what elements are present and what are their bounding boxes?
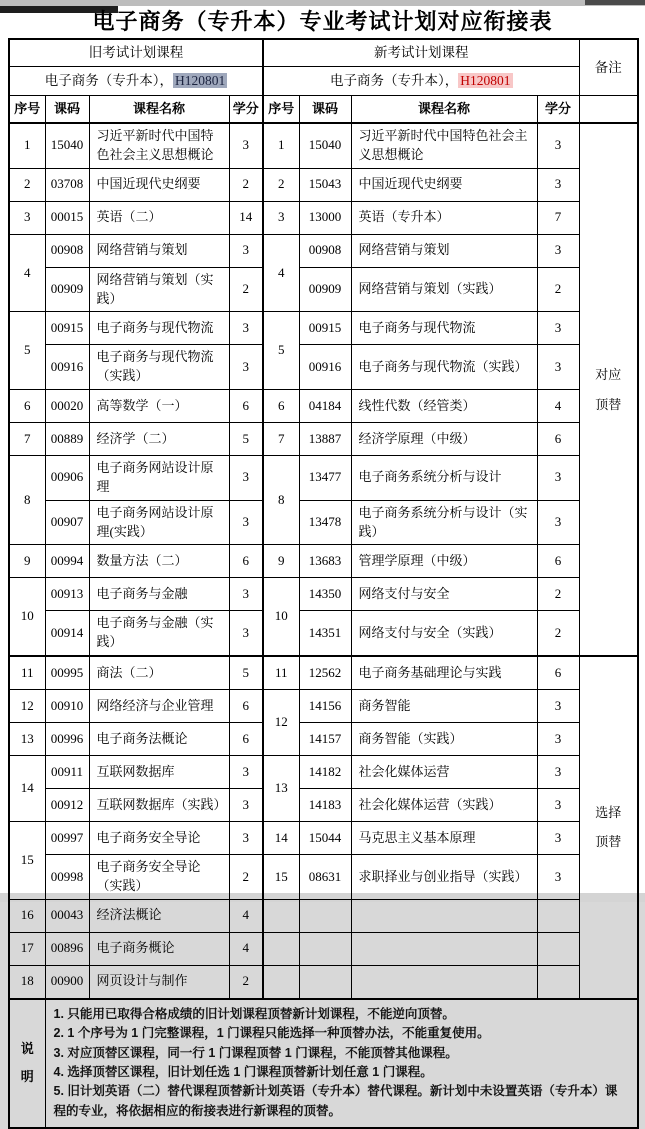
old-code: 03708 <box>45 168 89 201</box>
old-serial: 1 <box>9 123 45 168</box>
table-row <box>9 656 638 690</box>
old-code: 00915 <box>45 312 89 345</box>
old-code: 00020 <box>45 390 89 423</box>
new-serial: 6 <box>263 390 299 423</box>
old-credit: 3 <box>229 123 263 168</box>
old-serial: 9 <box>9 545 45 578</box>
new-serial: 2 <box>263 168 299 201</box>
col-header-old-credit: 学分 <box>229 96 263 124</box>
note-line: 5. 旧计划英语（二）替代课程顶替新计划英语（专升本）替代课程。新计划中未设置英语（专升本）课程的专业，将依据相应的衔接表进行新课程的顶替。 <box>53 1084 618 1118</box>
new-credit: 2 <box>537 578 579 611</box>
old-course-name: 电子商务安全导论（实践） <box>89 855 229 900</box>
new-code <box>299 965 351 999</box>
new-code: 15044 <box>299 822 351 855</box>
new-credit: 3 <box>537 789 579 822</box>
old-serial: 12 <box>9 690 45 723</box>
new-code <box>299 899 351 932</box>
new-serial: 3 <box>263 201 299 234</box>
new-course-name: 马克思主义基本原理 <box>351 822 537 855</box>
new-course-name: 网络支付与安全 <box>351 578 537 611</box>
old-credit: 3 <box>229 500 263 545</box>
table-row <box>9 723 638 756</box>
old-credit: 3 <box>229 822 263 855</box>
new-course-name: 习近平新时代中国特色社会主义思想概论 <box>351 123 537 168</box>
old-serial: 13 <box>9 723 45 756</box>
new-course-name: 电子商务基础理论与实践 <box>351 656 537 690</box>
page-title: 电子商务（专升本）专业考试计划对应衔接表 <box>92 9 553 34</box>
old-course-name: 电子商务概论 <box>89 932 229 965</box>
new-course-name: 电子商务与现代物流 <box>351 312 537 345</box>
new-serial: 4 <box>263 234 299 312</box>
new-code: 14156 <box>299 690 351 723</box>
new-code: 04184 <box>299 390 351 423</box>
old-code: 00994 <box>45 545 89 578</box>
col-header-new-name: 课程名称 <box>351 96 537 124</box>
old-course-name: 电子商务网站设计原理(实践） <box>89 500 229 545</box>
col-header-new-code: 课码 <box>299 96 351 124</box>
old-credit: 2 <box>229 168 263 201</box>
old-code: 00015 <box>45 201 89 234</box>
table-row <box>9 500 638 545</box>
remark-header: 备注 <box>579 39 638 96</box>
new-code: 00915 <box>299 312 351 345</box>
new-code: 14183 <box>299 789 351 822</box>
new-credit: 2 <box>537 267 579 312</box>
old-credit: 3 <box>229 611 263 656</box>
old-course-name: 英语（二） <box>89 201 229 234</box>
old-code: 00909 <box>45 267 89 312</box>
table-row <box>9 312 638 345</box>
old-major-cell <box>9 67 263 96</box>
old-course-name: 网络营销与策划（实践） <box>89 267 229 312</box>
col-header-new-serial: 序号 <box>263 96 299 124</box>
old-code: 00906 <box>45 456 89 501</box>
old-serial: 6 <box>9 390 45 423</box>
new-code: 13887 <box>299 423 351 456</box>
new-code <box>299 932 351 965</box>
old-course-name: 网络经济与企业管理 <box>89 690 229 723</box>
new-major-name: 电子商务（专升本）， <box>330 73 459 89</box>
old-code: 00914 <box>45 611 89 656</box>
new-credit: 6 <box>537 545 579 578</box>
new-serial: 15 <box>263 855 299 900</box>
note-line: 3. 对应顶替区课程，同一行 1 门课程顶替 1 门课程，不能顶替其他课程。 <box>53 1045 458 1060</box>
new-serial <box>263 899 299 932</box>
note-line: 2. 1 个序号为 1 门完整课程，1 门课程只能选择一种顶替办法，不能重复使用。 <box>53 1026 490 1041</box>
old-course-name: 互联网数据库（实践） <box>89 789 229 822</box>
new-course-name: 电子商务与现代物流（实践） <box>351 345 537 390</box>
new-course-name: 网络营销与策划 <box>351 234 537 267</box>
old-course-name: 中国近现代史纲要 <box>89 168 229 201</box>
old-code: 15040 <box>45 123 89 168</box>
table-row <box>9 965 638 999</box>
old-course-name: 电子商务与现代物流（实践） <box>89 345 229 390</box>
old-credit: 3 <box>229 756 263 789</box>
old-course-name: 电子商务安全导论 <box>89 822 229 855</box>
old-code: 00900 <box>45 965 89 999</box>
note-line: 4. 选择顶替区课程，旧计划任选 1 门课程顶替新计划任意 1 门课程。 <box>53 1064 433 1079</box>
new-course-name <box>351 932 537 965</box>
old-credit: 3 <box>229 578 263 611</box>
new-course-name: 英语（专升本） <box>351 201 537 234</box>
new-serial: 5 <box>263 312 299 390</box>
old-code: 00908 <box>45 234 89 267</box>
old-code: 00912 <box>45 789 89 822</box>
notes-row <box>9 999 638 1128</box>
old-course-name: 高等数学（一） <box>89 390 229 423</box>
new-credit: 6 <box>537 656 579 690</box>
old-major-code-highlight: H120801 <box>175 73 226 89</box>
table-row <box>9 234 638 267</box>
old-serial: 4 <box>9 234 45 312</box>
col-header-old-code: 课码 <box>45 96 89 124</box>
new-code: 13000 <box>299 201 351 234</box>
table-row <box>9 390 638 423</box>
new-credit: 3 <box>537 456 579 501</box>
old-course-name: 电子商务与金融（实践） <box>89 611 229 656</box>
old-course-name: 电子商务与现代物流 <box>89 312 229 345</box>
old-serial: 10 <box>9 578 45 656</box>
old-serial: 5 <box>9 312 45 390</box>
new-serial <box>263 932 299 965</box>
old-code: 00907 <box>45 500 89 545</box>
col-header-new-credit: 学分 <box>537 96 579 124</box>
notes-label-cell <box>9 999 45 1128</box>
new-credit <box>537 965 579 999</box>
notes-body <box>45 999 638 1128</box>
table-row <box>9 756 638 789</box>
old-credit: 2 <box>229 965 263 999</box>
col-header-old-name: 课程名称 <box>89 96 229 124</box>
table-row <box>9 611 638 656</box>
table-row <box>9 855 638 900</box>
old-course-name: 经济法概论 <box>89 899 229 932</box>
new-course-name <box>351 899 537 932</box>
new-serial <box>263 965 299 999</box>
new-credit: 3 <box>537 345 579 390</box>
table-row <box>9 201 638 234</box>
table-row <box>9 345 638 390</box>
old-course-name: 互联网数据库 <box>89 756 229 789</box>
new-course-name: 社会化媒体运营 <box>351 756 537 789</box>
old-course-name: 电子商务法概论 <box>89 723 229 756</box>
header-major-row <box>9 67 638 96</box>
new-credit: 3 <box>537 855 579 900</box>
old-code: 00995 <box>45 656 89 690</box>
old-course-name: 网络营销与策划 <box>89 234 229 267</box>
old-serial: 2 <box>9 168 45 201</box>
new-course-name: 管理学原理（中级） <box>351 545 537 578</box>
new-code: 00908 <box>299 234 351 267</box>
old-code: 00998 <box>45 855 89 900</box>
old-serial: 14 <box>9 756 45 822</box>
table-row <box>9 789 638 822</box>
remark-selective: 选择顶替 <box>579 656 638 999</box>
new-course-name: 社会化媒体运营（实践） <box>351 789 537 822</box>
old-code: 00997 <box>45 822 89 855</box>
new-credit <box>537 932 579 965</box>
table-row <box>9 168 638 201</box>
correspondence-table <box>8 38 639 1129</box>
new-credit: 3 <box>537 723 579 756</box>
old-course-name: 电子商务与金融 <box>89 578 229 611</box>
old-serial: 17 <box>9 932 45 965</box>
old-serial: 3 <box>9 201 45 234</box>
new-serial: 9 <box>263 545 299 578</box>
old-course-name: 网页设计与制作 <box>89 965 229 999</box>
old-credit: 2 <box>229 267 263 312</box>
old-code: 00043 <box>45 899 89 932</box>
old-credit: 4 <box>229 932 263 965</box>
new-course-name: 网络支付与安全（实践） <box>351 611 537 656</box>
col-header-old-serial: 序号 <box>9 96 45 124</box>
new-credit: 7 <box>537 201 579 234</box>
new-course-name: 经济学原理（中级） <box>351 423 537 456</box>
old-code: 00896 <box>45 932 89 965</box>
new-course-name: 电子商务系统分析与设计（实践） <box>351 500 537 545</box>
old-code: 00889 <box>45 423 89 456</box>
old-credit: 6 <box>229 545 263 578</box>
new-code: 00916 <box>299 345 351 390</box>
old-serial: 11 <box>9 656 45 690</box>
new-serial: 8 <box>263 456 299 545</box>
new-credit: 3 <box>537 756 579 789</box>
new-code: 13477 <box>299 456 351 501</box>
old-code: 00916 <box>45 345 89 390</box>
old-course-name: 商法（二） <box>89 656 229 690</box>
old-course-name: 电子商务网站设计原理 <box>89 456 229 501</box>
old-credit: 6 <box>229 690 263 723</box>
table-row <box>9 822 638 855</box>
new-major-cell <box>263 67 579 96</box>
new-course-name <box>351 965 537 999</box>
old-credit: 2 <box>229 855 263 900</box>
new-course-name: 商务智能（实践） <box>351 723 537 756</box>
new-code: 14157 <box>299 723 351 756</box>
new-credit: 4 <box>537 390 579 423</box>
old-course-name: 数量方法（二） <box>89 545 229 578</box>
header-columns-row <box>9 96 638 124</box>
new-code: 00909 <box>299 267 351 312</box>
new-course-name: 求职择业与创业指导（实践） <box>351 855 537 900</box>
table-row <box>9 423 638 456</box>
new-code: 14350 <box>299 578 351 611</box>
new-plan-header: 新考试计划课程 <box>263 39 579 67</box>
new-credit: 6 <box>537 423 579 456</box>
new-code: 15043 <box>299 168 351 201</box>
new-course-name: 线性代数（经管类） <box>351 390 537 423</box>
new-credit: 3 <box>537 234 579 267</box>
table-row <box>9 456 638 501</box>
new-major-code-highlight: H120801 <box>460 73 511 89</box>
new-code: 13478 <box>299 500 351 545</box>
new-serial: 13 <box>263 756 299 822</box>
table-row <box>9 545 638 578</box>
old-serial: 18 <box>9 965 45 999</box>
old-credit: 3 <box>229 234 263 267</box>
new-credit: 3 <box>537 168 579 201</box>
new-code: 14351 <box>299 611 351 656</box>
new-serial: 7 <box>263 423 299 456</box>
remark-corresponding: 对应顶替 <box>579 123 638 656</box>
table-row <box>9 267 638 312</box>
new-credit <box>537 899 579 932</box>
table-row <box>9 578 638 611</box>
table-row <box>9 932 638 965</box>
old-credit: 3 <box>229 456 263 501</box>
old-code: 00996 <box>45 723 89 756</box>
new-code: 13683 <box>299 545 351 578</box>
new-code: 15040 <box>299 123 351 168</box>
old-course-name: 经济学（二） <box>89 423 229 456</box>
old-code: 00913 <box>45 578 89 611</box>
new-course-name: 电子商务系统分析与设计 <box>351 456 537 501</box>
old-credit: 5 <box>229 423 263 456</box>
remark-header-empty <box>579 96 638 124</box>
old-credit: 6 <box>229 390 263 423</box>
old-credit: 14 <box>229 201 263 234</box>
new-credit: 3 <box>537 690 579 723</box>
old-plan-header: 旧考试计划课程 <box>9 39 263 67</box>
old-credit: 3 <box>229 312 263 345</box>
old-serial: 15 <box>9 822 45 900</box>
note-line: 1. 只能用已取得合格成绩的旧计划课程顶替新计划课程，不能逆向顶替。 <box>53 1006 455 1021</box>
new-credit: 2 <box>537 611 579 656</box>
old-code: 00911 <box>45 756 89 789</box>
new-course-name: 网络营销与策划（实践） <box>351 267 537 312</box>
old-credit: 6 <box>229 723 263 756</box>
old-course-name: 习近平新时代中国特色社会主义思想概论 <box>89 123 229 168</box>
table-row <box>9 123 638 168</box>
new-serial: 1 <box>263 123 299 168</box>
notes-label: 说明 <box>20 1040 34 1085</box>
table-row <box>9 690 638 723</box>
new-code: 08631 <box>299 855 351 900</box>
new-credit: 3 <box>537 822 579 855</box>
old-credit: 5 <box>229 656 263 690</box>
header-section-row <box>9 39 638 67</box>
new-credit: 3 <box>537 312 579 345</box>
table-row <box>9 899 638 932</box>
old-credit: 3 <box>229 789 263 822</box>
old-serial: 16 <box>9 899 45 932</box>
old-serial: 7 <box>9 423 45 456</box>
new-course-name: 中国近现代史纲要 <box>351 168 537 201</box>
new-serial: 11 <box>263 656 299 690</box>
new-serial: 10 <box>263 578 299 656</box>
old-credit: 3 <box>229 345 263 390</box>
new-serial: 14 <box>263 822 299 855</box>
old-code: 00910 <box>45 690 89 723</box>
new-course-name: 商务智能 <box>351 690 537 723</box>
new-code: 14182 <box>299 756 351 789</box>
new-code: 12562 <box>299 656 351 690</box>
old-serial: 8 <box>9 456 45 545</box>
new-serial: 12 <box>263 690 299 756</box>
old-major-name: 电子商务（专升本）， <box>44 73 173 89</box>
old-credit: 4 <box>229 899 263 932</box>
new-credit: 3 <box>537 123 579 168</box>
new-credit: 3 <box>537 500 579 545</box>
